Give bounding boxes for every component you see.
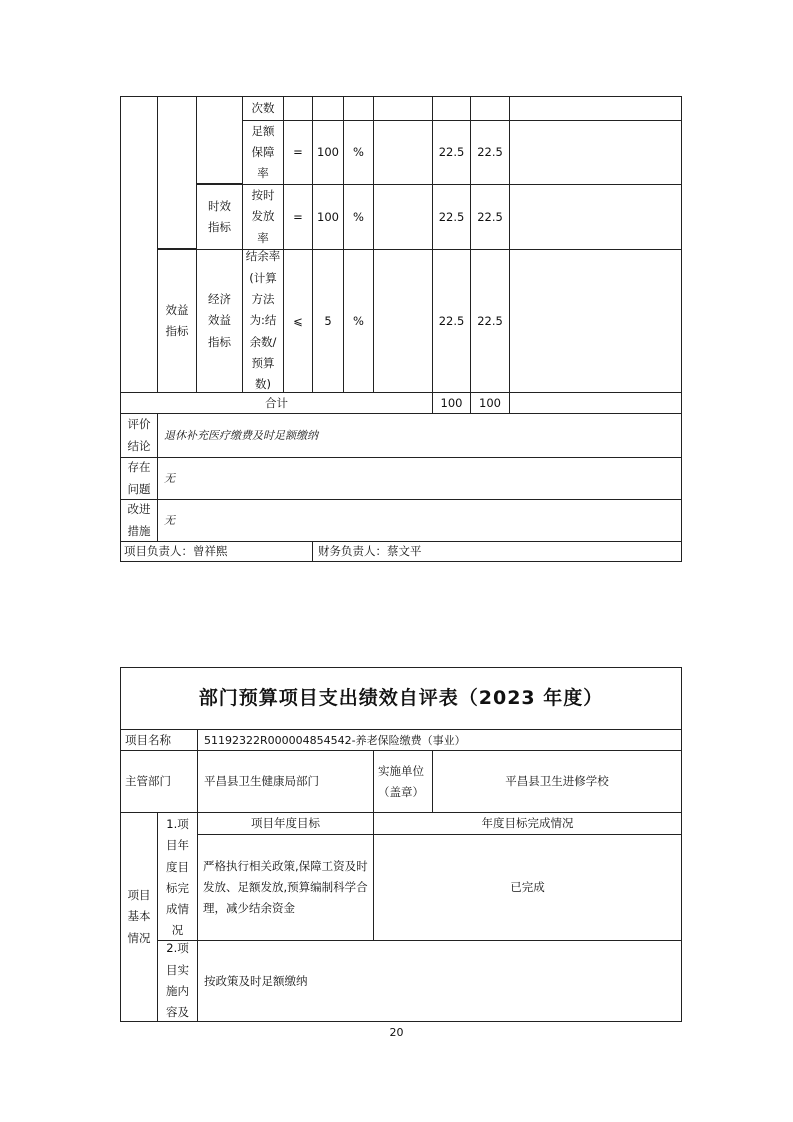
unit-cell: [343, 96, 374, 121]
total-weight-cell: [432, 392, 471, 414]
goal-header: 项目年度目标: [251, 816, 320, 830]
page-number: 20: [389, 1026, 404, 1039]
subcategory-blank: [196, 96, 243, 184]
subcategory-text: 时效指标: [208, 198, 231, 234]
indicator-name: [242, 120, 284, 185]
problems-label: 存在问题: [127, 460, 151, 496]
completion-text-cell: [373, 834, 682, 941]
target-text: 5: [324, 313, 332, 328]
target-text: 100: [317, 145, 339, 159]
score-text: 22.5: [477, 145, 503, 159]
operator-cell: [283, 96, 313, 121]
form-title: 部门预算项目支出绩效自评表（2023 年度）: [198, 687, 604, 709]
goal-text: 严格执行相关政策,保障工资及时发放、足额发放,预算编制科学合理，减少结余资金: [203, 859, 368, 915]
content-text-cell: [197, 940, 682, 1022]
target-cell: [312, 96, 344, 121]
project-lead-cell: [120, 541, 313, 562]
impl-value: 平昌县卫生进修学校: [505, 774, 609, 788]
unit-text: %: [353, 313, 364, 328]
actual-cell: [373, 249, 433, 393]
unit-text: %: [353, 145, 364, 159]
operator-cell: [283, 120, 313, 185]
category-col-blank-2: [157, 96, 197, 249]
improvements-label: 改进措施: [127, 502, 151, 538]
category-text: 效益指标: [165, 302, 189, 338]
basic-info-label-cell: [120, 812, 158, 1022]
score-cell: [470, 120, 510, 185]
project-name-label: 项目名称: [125, 732, 171, 747]
target-cell: [312, 120, 344, 185]
improvements-value-cell: [157, 499, 682, 542]
remark-cell: [509, 120, 682, 185]
score-text: 22.5: [477, 313, 503, 328]
indicator-text: 按时发放率: [251, 188, 275, 245]
subcategory-cell: [196, 249, 243, 393]
content-label-cell: [157, 940, 198, 1022]
unit-cell: [343, 120, 374, 185]
evaluation-value: 退休补充医疗缴费及时足额缴纳: [164, 429, 318, 442]
unit-cell: [343, 184, 374, 250]
finance-lead: 财务负责人：蔡文平: [318, 544, 422, 558]
goal-header-cell: [197, 812, 374, 835]
total-weight: 100: [440, 395, 463, 410]
basic-info-label: 项目基本情况: [127, 888, 151, 945]
remark-cell: [509, 249, 682, 393]
improvements-value: 无: [164, 514, 175, 527]
total-remark-cell: [509, 392, 682, 414]
evaluation-label: 评价结论: [127, 417, 151, 453]
impl-label-cell: [373, 750, 433, 813]
problems-value: 无: [164, 472, 175, 485]
subcategory-cell: [196, 184, 243, 250]
score-cell: [470, 96, 510, 121]
completion-header-cell: [373, 812, 682, 835]
project-name-label-cell: [120, 729, 198, 751]
remark-cell: [509, 96, 682, 121]
remark-cell: [509, 184, 682, 250]
unit-text: %: [353, 209, 364, 224]
dept-label-cell: [120, 750, 198, 813]
target-cell: [312, 184, 344, 250]
operator-text: =: [293, 209, 303, 224]
subcategory-text: 经济效益指标: [208, 292, 231, 349]
total-score-cell: [470, 392, 510, 414]
operator-text: =: [293, 145, 303, 159]
goal-text-cell: [197, 834, 374, 941]
category-col-blank: [120, 96, 158, 393]
impl-label: 实施单位（盖章）: [378, 763, 424, 799]
target-cell: [312, 249, 344, 393]
form-title-cell: [120, 667, 682, 730]
score-cell: [470, 184, 510, 250]
dept-value: 平昌县卫生健康局部门: [204, 774, 319, 788]
operator-text: ⩽: [293, 313, 303, 328]
target-text: 100: [317, 209, 339, 224]
indicator-text: 结余率(计算方法为:结余数/预算数): [245, 249, 281, 392]
weight-text: 22.5: [438, 145, 465, 159]
weight-text: 22.5: [438, 209, 465, 224]
improvements-label-cell: [120, 499, 158, 542]
category-cell: [157, 249, 197, 393]
indicator-text: 足额保障率: [251, 123, 275, 181]
finance-lead-cell: [312, 541, 682, 562]
weight-cell: [432, 96, 471, 121]
weight-cell: [432, 249, 471, 393]
completion-header: 年度目标完成情况: [481, 816, 574, 830]
indicator-text: 次数: [251, 101, 275, 115]
weight-text: 22.5: [438, 313, 465, 328]
goal-section-label: 1.项目年度目标完成情况: [166, 817, 189, 938]
project-lead: 项目负责人：曾祥熙: [124, 544, 228, 558]
content-label: 2.项目实施内容及: [166, 941, 189, 1020]
dept-label: 主管部门: [125, 774, 171, 788]
actual-cell: [373, 96, 433, 121]
problems-label-cell: [120, 457, 158, 500]
actual-cell: [373, 184, 433, 250]
completion-text: 已完成: [510, 880, 545, 894]
problems-value-cell: [157, 457, 682, 500]
goal-section-label-cell: [157, 812, 198, 941]
project-name: 51192322R000004854542-养老保险缴费（事业）: [204, 733, 466, 747]
operator-cell: [283, 249, 313, 393]
content-text: 按政策及时足额缴纳: [204, 973, 308, 988]
weight-cell: [432, 184, 471, 250]
total-score: 100: [479, 395, 501, 410]
actual-cell: [373, 120, 433, 185]
score-cell: [470, 249, 510, 393]
project-name-cell: [197, 729, 682, 751]
total-label: 合计: [265, 395, 288, 410]
evaluation-label-cell: [120, 413, 158, 458]
indicator-name: [242, 184, 284, 250]
indicator-name: [242, 249, 284, 393]
dept-cell: [197, 750, 374, 813]
impl-cell: [432, 750, 682, 813]
evaluation-value-cell: [157, 413, 682, 458]
unit-cell: [343, 249, 374, 393]
total-label-cell: [120, 392, 433, 414]
operator-cell: [283, 184, 313, 250]
indicator-name: [242, 96, 284, 121]
weight-cell: [432, 120, 471, 185]
score-text: 22.5: [477, 209, 503, 224]
